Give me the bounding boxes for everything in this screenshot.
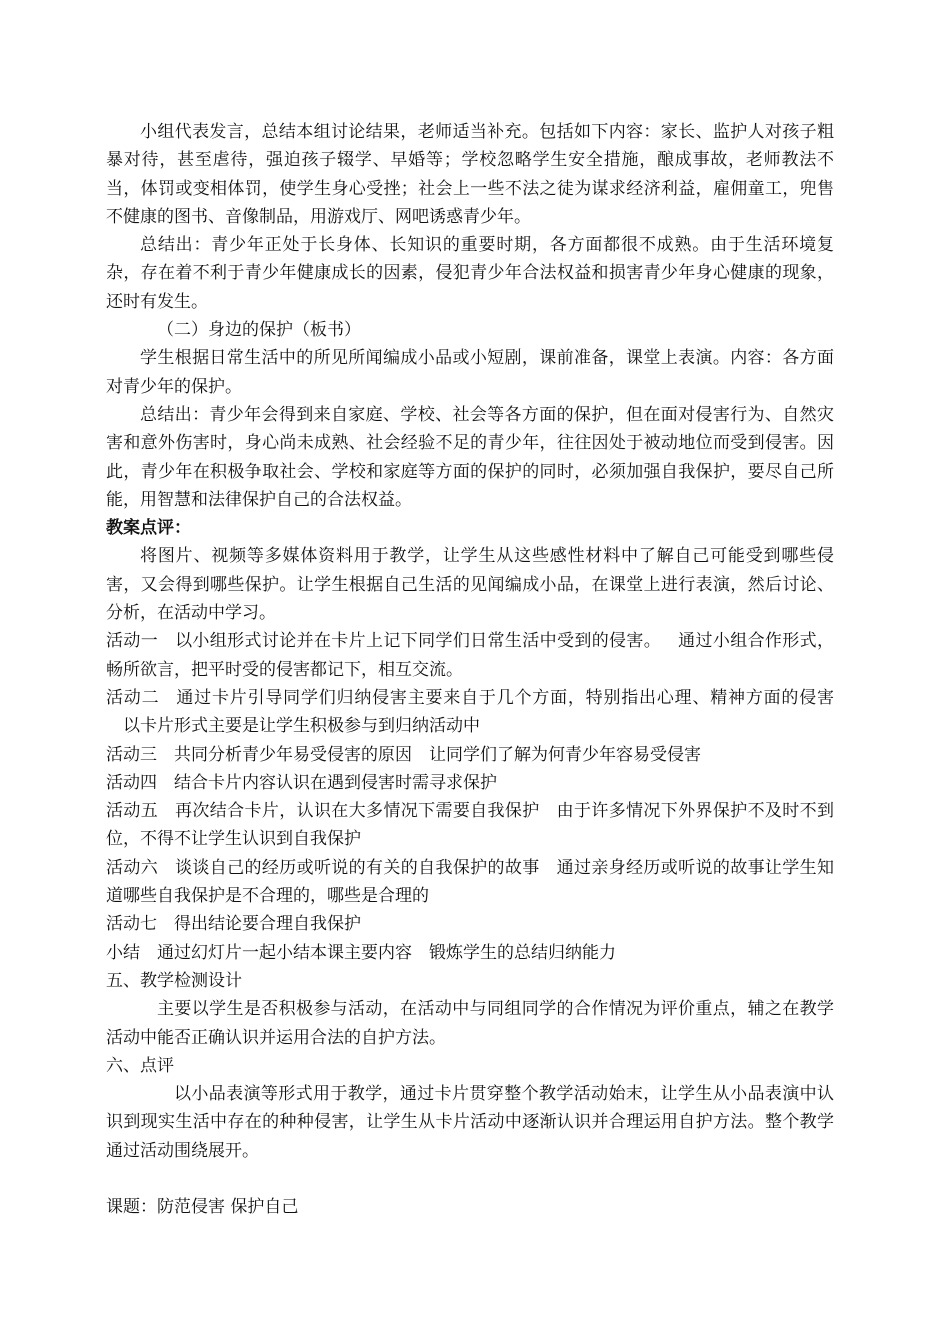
paragraph-summary-infringement: 总结出：青少年正处于长身体、长知识的重要时期，各方面都很不成熟。由于生活环境复杂，存在着不利于青少年健康成长的因素，侵犯青少年合法权益和损害青少年身心健康的现象，还时有发生。 [106, 235, 834, 312]
activity-purpose: 以卡片形式主要是让学生积极参与到归纳活动中 [123, 716, 480, 737]
activity-label: 活动七 [106, 914, 157, 935]
document-page [106, 118, 834, 1222]
activity-label: 活动二 [106, 687, 160, 708]
activity-purpose: 锻炼学生的总结归纳能力 [429, 942, 616, 963]
section-6-body: 以小品表演等形式用于教学，通过卡片贯穿整个教学活动始末，让学生从小品表演中认识到现实生活中存在的种种侵害，让学生从卡片活动中逐渐认识并合理运用自护方法。整个教学通过活动围绕展开。 [106, 1084, 834, 1161]
activity-1 [106, 627, 834, 684]
blank-line [106, 1165, 834, 1193]
activity-content: 结合卡片内容认识在遇到侵害时需寻求保护 [174, 772, 497, 793]
activity-label: 活动五 [106, 801, 159, 822]
activity-content: 通过卡片引导同学们归纳侵害主要来自于几个方面，特别指出心理、精神方面的侵害 [176, 687, 835, 708]
activity-content: 通过幻灯片一起小结本课主要内容 [157, 942, 412, 963]
paragraph-group-report: 小组代表发言，总结本组讨论结果，老师适当补充。包括如下内容：家长、监护人对孩子粗暴对待，甚至虐待，强迫孩子辍学、早婚等；学校忽略学生安全措施，酿成事故，老师教法不当，体罚或变相体罚，使学生身心受挫；社会上一些不法之徒为谋求经济利益，雇佣童工，兜售不健康的图书、音像制品，用游戏厅、网吧诱惑青少年。 [106, 122, 834, 227]
activity-content: 共同分析青少年易受侵害的原因 [174, 744, 412, 765]
activity-7 [106, 910, 834, 938]
activity-3 [106, 741, 834, 769]
activity-2 [106, 684, 834, 741]
activity-purpose: 让同学们了解为何青少年容易受侵害 [429, 744, 701, 765]
activity-purpose: 通过小组合作形式，畅所欲言，把平时受的侵害都记下，相互交流。 [106, 631, 835, 680]
paragraph-review-body: 将图片、视频等多媒体资料用于教学，让学生从这些感性材料中了解自己可能受到哪些侵害，又会得到哪些保护。让学生根据自己生活的见闻编成小品，在课堂上进行表演，然后讨论、分析，在活动中学习。 [106, 546, 834, 624]
activity-label: 活动三 [106, 744, 157, 765]
heading-lesson-review: 教案点评： [106, 518, 191, 539]
activity-5 [106, 797, 834, 854]
activity-purpose: 通过亲身经历或听说的故事让学生知道哪些自我保护是不合理的，哪些是合理的 [106, 857, 835, 907]
subheading-protection: （二）身边的保护（板书） [157, 320, 361, 341]
paragraph-skit: 学生根据日常生活中的所见所闻编成小品或小短剧，课前准备，课堂上表演。内容：各方面对青少年的保护。 [106, 348, 834, 397]
activity-6 [106, 854, 834, 911]
section-5-body: 主要以学生是否积极参与活动，在活动中与同组同学的合作情况为评价重点，辅之在教学活动中能否正确认识并运用合法的自护方法。 [106, 999, 834, 1048]
activity-summary [106, 939, 834, 967]
activity-label: 活动六 [106, 857, 159, 878]
activity-content: 以小组形式讨论并在卡片上记下同学们日常生活中受到的侵害。 [175, 631, 662, 652]
activity-content: 再次结合卡片，认识在大多情况下需要自我保护 [175, 801, 540, 822]
activity-content: 谈谈自己的经历或听说的有关的自我保护的故事 [175, 857, 540, 878]
activity-4 [106, 769, 834, 797]
paragraph-summary-protection: 总结出：青少年会得到来自家庭、学校、社会等各方面的保护，但在面对侵害行为、自然灾害和意外伤害时，身心尚未成熟、社会经验不足的青少年，往往因处于被动地位而受到侵害。因此，青少年在积极争取社会、学校和家庭等方面的保护的同时，必须加强自我保护，要尽自己所能，用智慧和法律保护自己的合法权益。 [106, 404, 834, 510]
section-6-heading: 六、点评 [106, 1055, 174, 1076]
activity-label: 活动四 [106, 772, 157, 793]
activity-label: 小结 [106, 942, 140, 963]
next-topic-title: 课题：防范侵害 保护自己 [106, 1197, 299, 1218]
activity-purpose: 由于许多情况下外界保护不及时不到位，不得不让学生认识到自我保护 [106, 801, 835, 850]
section-5-heading: 五、教学检测设计 [106, 970, 242, 991]
activity-content: 得出结论要合理自我保护 [174, 914, 361, 935]
activity-label: 活动一 [106, 631, 159, 652]
